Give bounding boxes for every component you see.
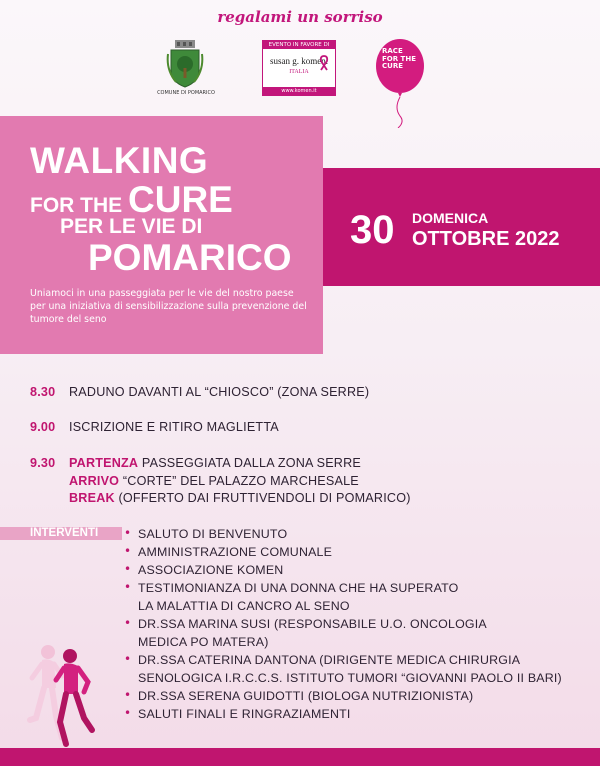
pink-ribbon-icon — [319, 55, 329, 71]
runners-illustration-icon — [26, 638, 106, 748]
list-item: LA MALATTIA DI CANCRO AL SENO — [138, 599, 350, 613]
list-item: SALUTI FINALI E RINGRAZIAMENTI — [138, 707, 351, 721]
schedule-item: BREAK (OFFERTO DAI FRUTTIVENDOLI DI POMARICO) — [69, 491, 411, 505]
schedule-item: 9.30 PARTENZA PASSEGGIATA DALLA ZONA SERRE — [30, 456, 361, 470]
event-title: WALKING FOR THE CURE PER LE VIE DI POMARICO — [30, 140, 292, 278]
balloon-text: RACE FOR THE CURE — [382, 47, 416, 70]
list-item: DR.SSA CATERINA DANTONA (DIRIGENTE MEDICA CHIRURGIA — [138, 653, 521, 667]
bullet-icon: • — [124, 526, 132, 540]
bullet-icon: • — [124, 706, 132, 720]
comune-crest-icon — [166, 40, 204, 88]
list-item: DR.SSA MARINA SUSI (RESPONSABILE U.O. ONCOLOGIA — [138, 617, 487, 631]
bottom-bar — [0, 748, 600, 766]
schedule-item: 8.30 RADUNO DAVANTI AL “CHIOSCO” (ZONA SERRE) — [30, 385, 370, 399]
interventi-label: INTERVENTI — [0, 527, 122, 540]
list-item: SALUTO DI BENVENUTO — [138, 527, 288, 541]
schedule-item: 9.00 ISCRIZIONE E RITIRO MAGLIETTA — [30, 420, 279, 434]
date-weekday: DOMENICA — [412, 210, 489, 226]
tagline: regalami un sorriso — [217, 8, 383, 26]
date-month-year: OTTOBRE 2022 — [412, 228, 560, 250]
bullet-icon: • — [124, 580, 132, 594]
bullet-icon: • — [124, 616, 132, 630]
list-item: DR.SSA SERENA GUIDOTTI (BIOLOGA NUTRIZIONISTA) — [138, 689, 474, 703]
list-item: ASSOCIAZIONE KOMEN — [138, 563, 284, 577]
bullet-icon: • — [124, 562, 132, 576]
event-description: Uniamoci in una passeggiata per le vie del nostro paese per una iniziativa di sensibilizzazione sulla prevenzione del tumore del seno — [30, 288, 307, 325]
date-day: 30 — [350, 208, 395, 252]
schedule-item: ARRIVO “CORTE” DEL PALAZZO MARCHESALE — [69, 474, 359, 488]
list-item: MEDICA PO MATERA) — [138, 635, 269, 649]
komen-name: susan g. komen. ITALIA — [270, 56, 328, 75]
komen-top-label: EVENTO IN FAVORE DI — [263, 41, 335, 49]
komen-url: www.komen.it — [263, 87, 335, 95]
bullet-icon: • — [124, 688, 132, 702]
bullet-icon: • — [124, 652, 132, 666]
list-item: TESTIMONIANZA DI UNA DONNA CHE HA SUPERATO — [138, 581, 459, 595]
list-item: AMMINISTRAZIONE COMUNALE — [138, 545, 333, 559]
komen-logo — [262, 40, 336, 96]
list-item: SENOLOGICA I.R.C.C.S. ISTITUTO TUMORI “GIOVANNI PAOLO II BARI) — [138, 671, 562, 685]
bullet-icon: • — [124, 544, 132, 558]
comune-caption: COMUNE DI POMARICO — [157, 90, 215, 96]
